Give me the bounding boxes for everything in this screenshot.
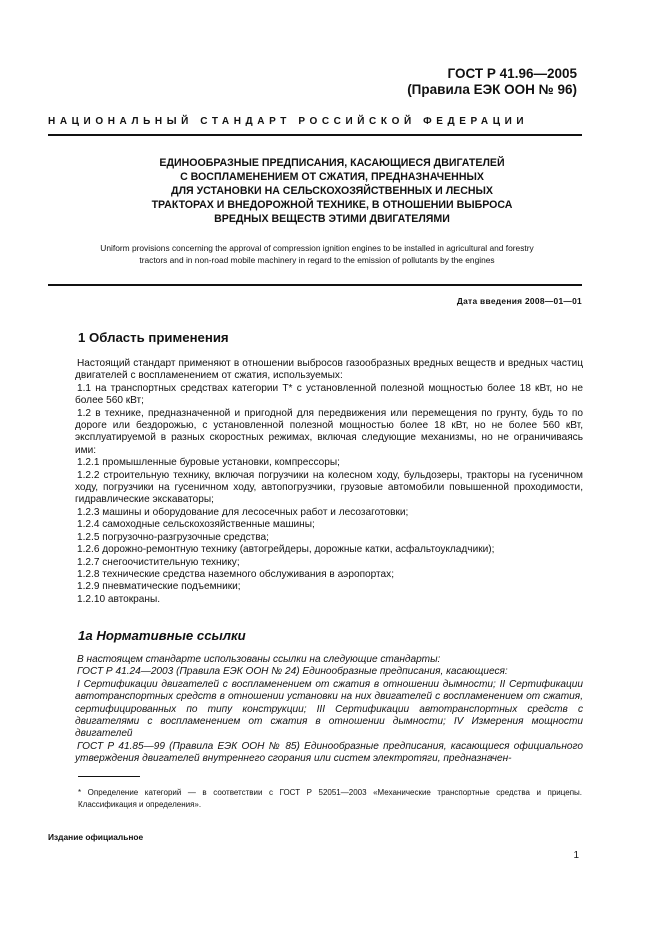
footnote: * Определение категорий — в соответствии с ГОСТ Р 52051—2003 «Механические транспортные средства и прицепы. Классификация и определения».	[78, 788, 582, 809]
paragraph: 1.2.7 снегоочистительную технику;	[77, 556, 240, 568]
paragraph: 1.2.6 дорожно-ремонтную технику (автогрейдеры, дорожные катки, асфальтоукладчики);	[77, 544, 495, 556]
english-title	[48, 242, 586, 266]
paragraph: 1.2.4 самоходные сельскохозяйственные машины;	[77, 519, 315, 531]
title-line: ВРЕДНЫХ ВЕЩЕСТВ ЭТИМИ ДВИГАТЕЛЯМИ	[214, 213, 450, 225]
gost-number: ГОСТ Р 41.96—2005	[447, 66, 577, 81]
document-code	[407, 66, 577, 98]
title-line: ДЛЯ УСТАНОВКИ НА СЕЛЬСКОХОЗЯЙСТВЕННЫХ И ЛЕСНЫХ	[171, 185, 493, 197]
edition-label: Издание официальное	[48, 832, 144, 842]
paragraph: ГОСТ Р 41.85—99 (Правила ЕЭК ООН № 85) Единообразные предписания, касающиеся официального утверждения двигателей внутреннего сгорания или систем электротяги, предназначен-	[75, 740, 583, 765]
introduction-date: Дата введения 2008—01—01	[456, 296, 582, 306]
english-title-line: Uniform provisions concerning the approval of compression ignition engines to be installed in agricultural and forestry	[100, 243, 534, 253]
paragraph: 1.2.1 промышленные буровые установки, компрессоры;	[77, 457, 340, 469]
title-line: С ВОСПЛАМЕНЕНИЕМ ОТ СЖАТИЯ, ПРЕДНАЗНАЧЕННЫХ	[180, 171, 484, 183]
title-rule	[48, 284, 582, 286]
page-number: 1	[573, 850, 579, 861]
paragraph: 1.2.9 пневматические подъемники;	[77, 581, 241, 593]
section-1-body	[75, 358, 583, 606]
paragraph: I Сертификации двигателей с воспламенением от сжатия в отношении дымности; II Сертификации автотранспортных средств в отношении установки на них двигателей с воспламенением от сжатия, сертифицированных по типу конструкции; III Сертификации автотранспортных средств с двигателями с воспламенением от сжатия в отношении дымности; IV Измерения мощности двигателей	[75, 678, 583, 740]
document-title	[88, 156, 576, 226]
paragraph: 1.2.2 строительную технику, включая погрузчики на колесном ходу, бульдозеры, тракторы на гусеничном ходу, погрузчики на гусеничном ходу, автопогрузчики, грузовые автомобили повышенной проходимости, гидравлические экскаваторы;	[75, 469, 583, 506]
section-1a-heading: 1а Нормативные ссылки	[78, 628, 246, 643]
unece-rule-number: (Правила ЕЭК ООН № 96)	[407, 82, 577, 97]
paragraph: 1.2 в технике, предназначенной и пригодной для передвижения или перемещения по грунту, будь то по дороге или бездорожью, с установленной полезной мощностью более 18 кВт, но не более 560 кВт, эксплуатируемой в разных скоростных режимах, включая следующие механизмы, но не ограничиваясь ими:	[75, 407, 583, 456]
national-standard-title: НАЦИОНАЛЬНЫЙ СТАНДАРТ РОССИЙСКОЙ ФЕДЕРАЦИИ	[48, 116, 529, 127]
paragraph: 1.2.8 технические средства наземного обслуживания в аэропортах;	[77, 568, 395, 580]
title-line: ЕДИНООБРАЗНЫЕ ПРЕДПИСАНИЯ, КАСАЮЩИЕСЯ ДВИГАТЕЛЕЙ	[159, 157, 505, 169]
paragraph: 1.1 на транспортных средствах категории Т* с установленной полезной мощностью более 18 кВт, но не более 560 кВт;	[75, 382, 583, 407]
paragraph: ГОСТ Р 41.24—2003 (Правила ЕЭК ООН № 24) Единообразные предписания, касающиеся:	[77, 666, 508, 678]
paragraph: 1.2.10 автокраны.	[77, 593, 161, 605]
header-rule	[48, 134, 582, 136]
paragraph: 1.2.3 машины и оборудование для лесосечных работ и лесозаготовки;	[77, 506, 409, 518]
paragraph: 1.2.5 погрузочно-разгрузочные средства;	[77, 531, 269, 543]
english-title-line: tractors and in non-road mobile machinery in regard to the emission of pollutants by the engines	[139, 255, 495, 265]
title-line: ТРАКТОРАХ И ВНЕДОРОЖНОЙ ТЕХНИКЕ, В ОТНОШЕНИИ ВЫБРОСА	[151, 199, 513, 211]
section-1a-body	[75, 654, 583, 766]
section-1-heading: 1 Область применения	[78, 330, 229, 345]
paragraph: Настоящий стандарт применяют в отношении выбросов газообразных вредных веществ и вредных частиц двигателей с воспламенением от сжатия, используемых:	[75, 358, 583, 382]
paragraph: В настоящем стандарте использованы ссылки на следующие стандарты:	[77, 654, 441, 665]
footnote-rule	[78, 776, 140, 777]
